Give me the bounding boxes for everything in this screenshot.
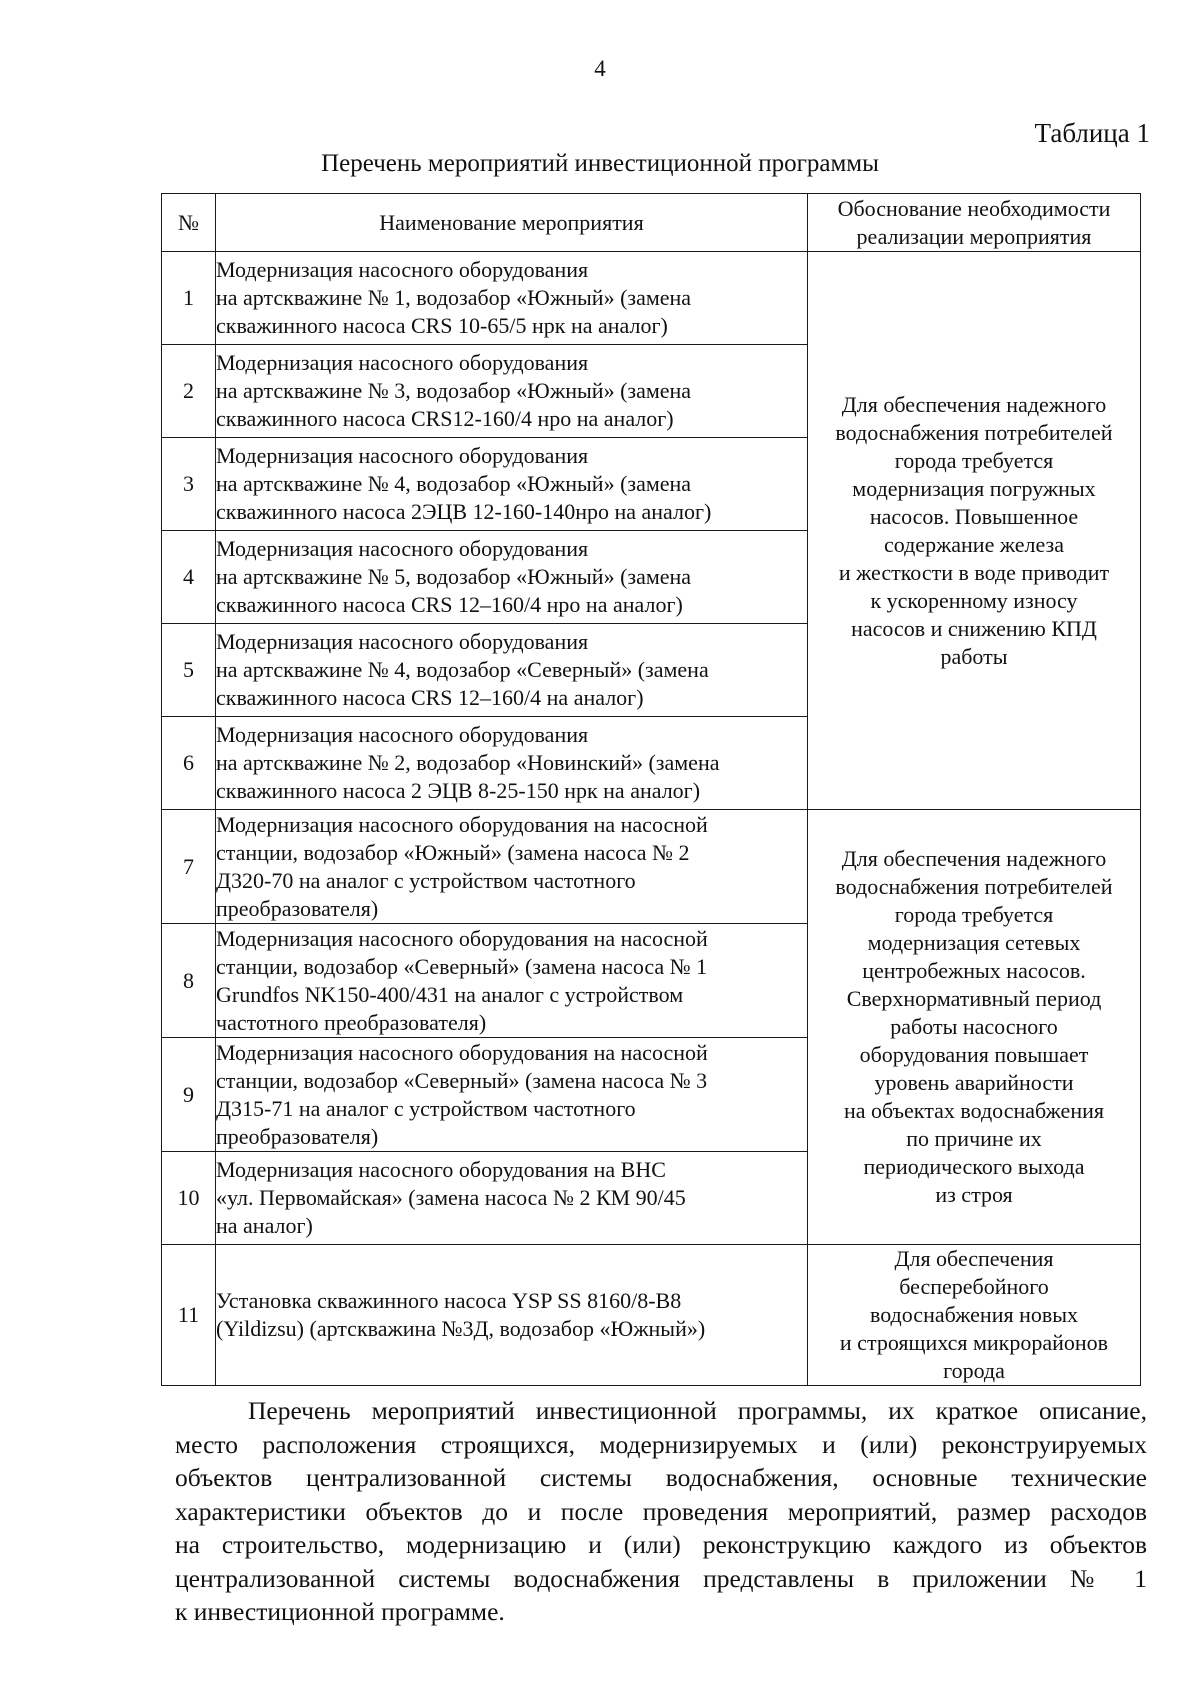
justification-line: к ускоренному износу (870, 587, 1078, 613)
summary-paragraph (175, 1394, 1147, 1629)
measure-name-line: на артскважине № 3, водозабор «Южный» (замена (216, 378, 692, 403)
justification-line: бесперебойного (899, 1274, 1049, 1299)
justification-line: оборудования повышает (859, 1042, 1089, 1067)
row-number: 1 (162, 252, 216, 345)
measure-name-line: частотного преобразователя) (216, 1009, 487, 1035)
justification-line: насосов и снижению КПД (851, 615, 1097, 641)
measure-name-line: на артскважине № 1, водозабор «Южный» (замена (216, 285, 692, 310)
row-number: 6 (162, 717, 216, 810)
measure-name (216, 717, 808, 810)
justification-line: работы насосного (890, 1014, 1058, 1039)
measure-name-line: Д315-71 на аналог с устройством частотного (216, 1095, 636, 1121)
measure-name-line: Модернизация насосного оборудования на насосной (216, 811, 708, 837)
justification-line: уровень аварийности (874, 1070, 1074, 1095)
justification-new-districts (808, 1245, 1141, 1386)
paragraph-line: место расположения строящихся, модернизируемых и (или) реконструируемых (175, 1429, 1147, 1459)
measure-name-line: Модернизация насосного оборудования на насосной (216, 925, 708, 951)
header-justification-line: Обоснование необходимости (837, 195, 1111, 221)
measure-name (216, 1245, 808, 1386)
measure-name-line: скважинного насоса 2ЭЦВ 12-160-140нро на аналог) (216, 499, 712, 524)
measure-name-line: Д320-70 на аналог с устройством частотного (216, 867, 636, 893)
justification-line: водоснабжения потребителей (835, 874, 1113, 899)
row-number: 9 (162, 1038, 216, 1152)
paragraph-line: объектов централизованной системы водоснабжения, основные технические (175, 1463, 1147, 1492)
table-row (162, 1245, 1141, 1386)
measure-name-line: скважинного насоса 2 ЭЦВ 8-25-150 нрк на аналог) (216, 778, 701, 803)
measure-name (216, 924, 808, 1038)
justification-line: Для обеспечения (894, 1246, 1054, 1271)
measure-name-line: Модернизация насосного оборудования (216, 629, 589, 654)
measure-name-line: скважинного насоса CRS 12–160/4 на аналог) (216, 685, 644, 710)
justification-line: содержание железа (883, 531, 1064, 557)
measure-name-line: преобразователя) (216, 895, 379, 921)
row-number: 4 (162, 531, 216, 624)
justification-line: и жесткости в воде приводит (838, 559, 1110, 585)
measure-name (216, 1152, 808, 1245)
measure-name-line: преобразователя) (216, 1123, 379, 1149)
measure-name-line: на аналог) (216, 1213, 313, 1238)
measure-name (216, 345, 808, 438)
measure-name-line: скважинного насоса CRS 10-65/5 нрк на аналог) (216, 313, 668, 338)
table-row (162, 810, 1141, 924)
measure-name (216, 252, 808, 345)
justification-line: и строящихся микрорайонов (839, 1330, 1109, 1355)
paragraph-line: централизованной системы водоснабжения представлены в приложении № 1 (175, 1563, 1147, 1593)
table-label: Таблица 1 (1034, 118, 1150, 148)
justification-line: водоснабжения потребителей (835, 419, 1113, 445)
justification-line: по причине их (906, 1126, 1042, 1151)
justification-line: Для обеспечения надежного (841, 846, 1107, 871)
justification-line: работы (940, 643, 1008, 669)
measures-table (161, 193, 1141, 1386)
paragraph-line: Перечень мероприятий инвестиционной программы, их краткое описание, (248, 1396, 1147, 1425)
measure-name-line: Модернизация насосного оборудования на насосной (216, 1039, 708, 1065)
justification-line: модернизация сетевых (867, 930, 1081, 955)
measure-name-line: Grundfos NK150-400/431 на аналог с устройством (216, 981, 684, 1007)
paragraph-line: на строительство, модернизацию и (или) реконструкцию каждого из объектов (175, 1530, 1147, 1559)
row-number: 2 (162, 345, 216, 438)
measure-name-line: станции, водозабор «Южный» (замена насоса № 2 (216, 839, 690, 865)
paragraph-line: к инвестиционной программе. (175, 1597, 505, 1626)
measure-name-line: скважинного насоса CRS12-160/4 нро на аналог) (216, 406, 674, 431)
measure-name-line: «ул. Первомайская» (замена насоса № 2 КМ 90/45 (216, 1185, 686, 1210)
table-row (162, 252, 1141, 345)
justification-line: города требуется (894, 447, 1054, 473)
justification-line: города требуется (894, 902, 1054, 927)
row-number: 3 (162, 438, 216, 531)
justification-line: Сверхнормативный период (846, 986, 1102, 1011)
header-number: № (162, 194, 216, 252)
justification-submersible-pumps (808, 252, 1141, 810)
justification-line: периодического выхода (863, 1154, 1085, 1179)
measure-name-line: скважинного насоса CRS 12–160/4 нро на аналог) (216, 592, 683, 617)
measure-name-line: Установка скважинного насоса YSP SS 8160/8-B8 (216, 1288, 682, 1313)
row-number: 11 (162, 1245, 216, 1386)
justification-centrifugal-pumps (808, 810, 1141, 1245)
measure-name-line: Модернизация насосного оборудования (216, 722, 589, 747)
measure-name-line: Модернизация насосного оборудования (216, 443, 589, 468)
measure-name-line: Модернизация насосного оборудования (216, 350, 589, 375)
table-header-row (162, 194, 1141, 252)
justification-line: водоснабжения новых (869, 1302, 1079, 1327)
justification-line: насосов. Повышенное (869, 503, 1079, 529)
measure-name (216, 1038, 808, 1152)
measure-name-line: на артскважине № 2, водозабор «Новинский» (замена (216, 750, 720, 775)
measure-name-line: на артскважине № 4, водозабор «Южный» (замена (216, 471, 692, 496)
measure-name-line: Модернизация насосного оборудования на ВНС (216, 1157, 666, 1182)
measure-name-line: на артскважине № 4, водозабор «Северный» (замена (216, 657, 709, 682)
row-number: 5 (162, 624, 216, 717)
measure-name-line: станции, водозабор «Северный» (замена насоса № 1 (216, 953, 708, 979)
measure-name-line: Модернизация насосного оборудования (216, 257, 589, 282)
measure-name (216, 438, 808, 531)
justification-line: на объектах водоснабжения (843, 1098, 1104, 1123)
measure-name-line: (Yildizsu) (артскважина №3Д, водозабор «Южный») (216, 1316, 706, 1341)
measure-name (216, 810, 808, 924)
justification-line: из строя (935, 1182, 1013, 1207)
measure-name-line: станции, водозабор «Северный» (замена насоса № 3 (216, 1067, 708, 1093)
measure-name-line: Модернизация насосного оборудования (216, 536, 589, 561)
measure-name (216, 624, 808, 717)
justification-line: модернизация погружных (852, 475, 1096, 501)
header-justification (808, 194, 1141, 252)
paragraph-line: характеристики объектов до и после проведения мероприятий, размер расходов (175, 1496, 1147, 1526)
justification-line: центробежных насосов. (862, 958, 1086, 983)
justification-line: города (943, 1358, 1005, 1383)
justification-line: Для обеспечения надежного (841, 391, 1107, 417)
measure-name (216, 531, 808, 624)
page-number: 4 (594, 56, 606, 81)
header-justification-line: реализации мероприятия (856, 223, 1092, 249)
row-number: 7 (162, 810, 216, 924)
table-title: Перечень мероприятий инвестиционной программы (321, 150, 879, 177)
row-number: 10 (162, 1152, 216, 1245)
header-measure-name: Наименование мероприятия (216, 194, 808, 252)
measure-name-line: на артскважине № 5, водозабор «Южный» (замена (216, 564, 692, 589)
row-number: 8 (162, 924, 216, 1038)
